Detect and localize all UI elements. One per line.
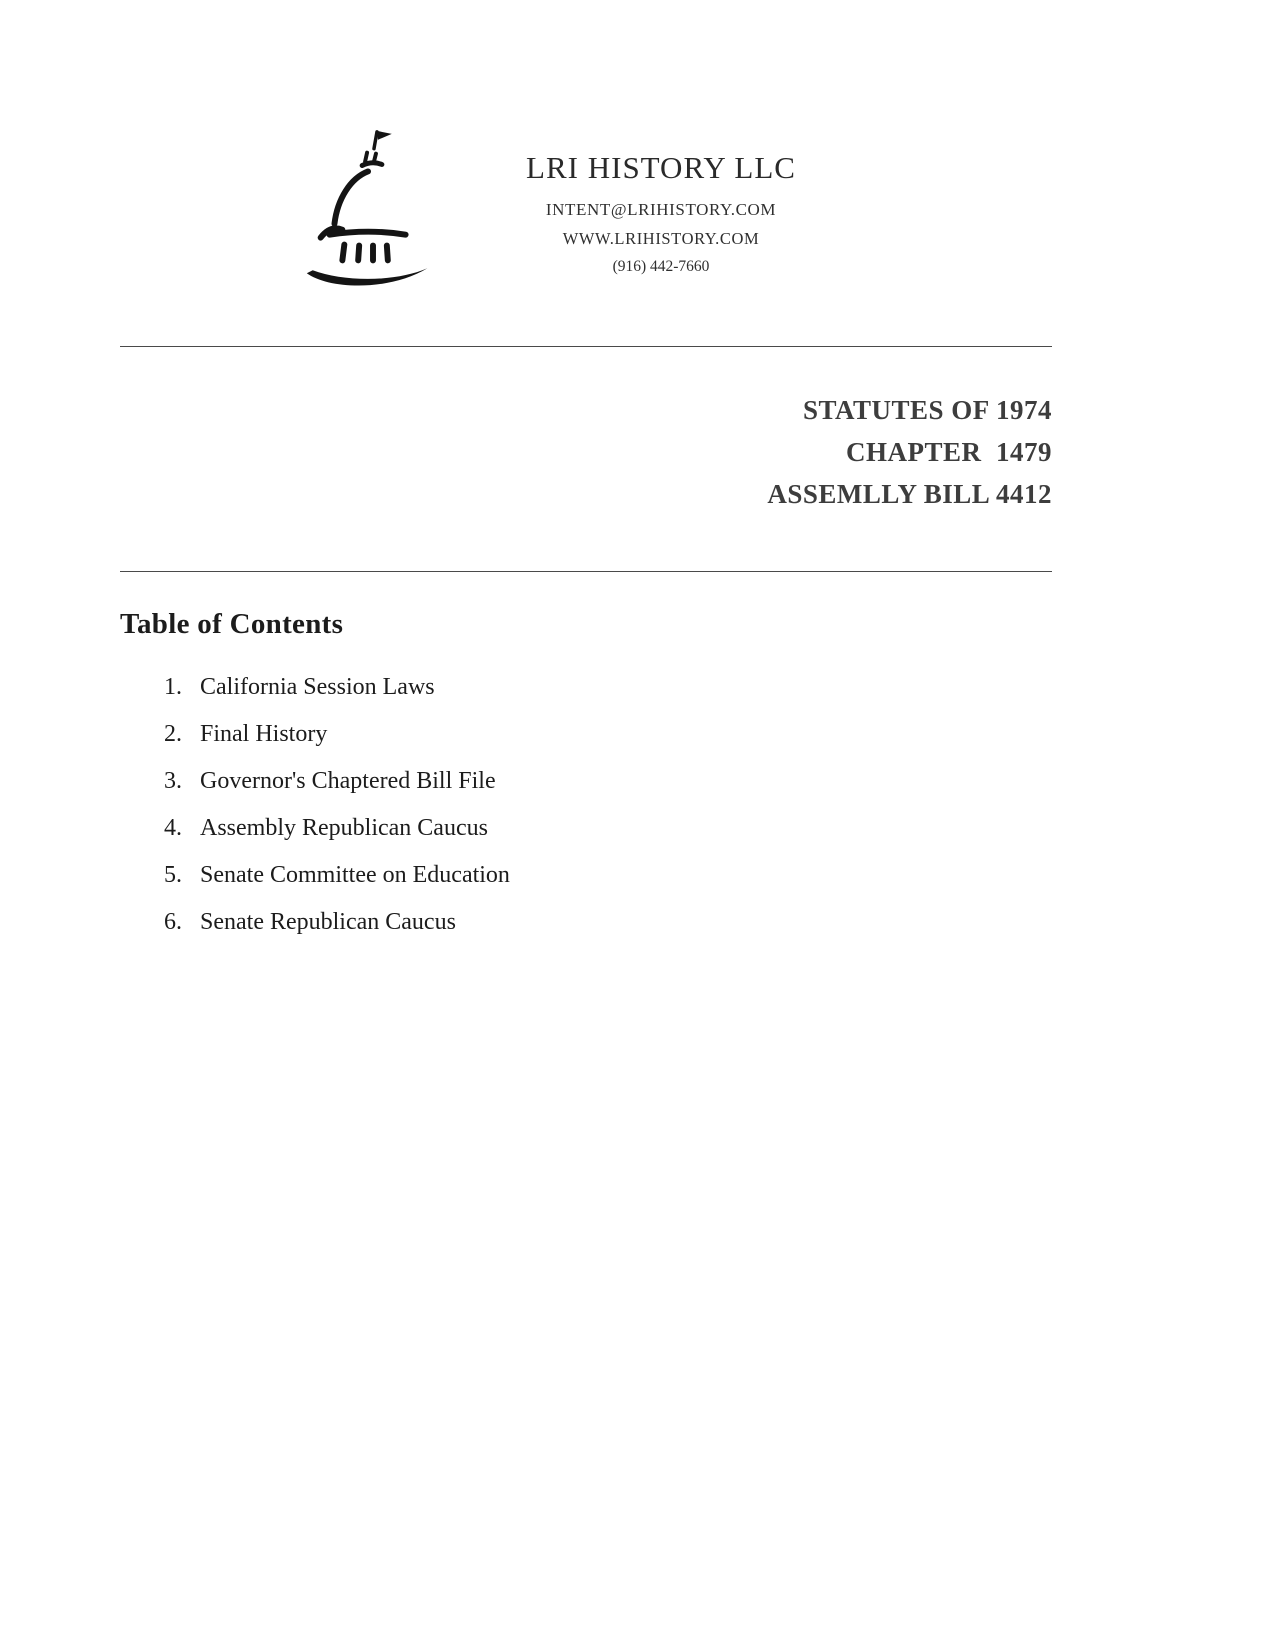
toc-item-label: Senate Committee on Education <box>200 862 510 888</box>
toc-item-label: Senate Republican Caucus <box>200 909 456 935</box>
company-website: WWW.LRIHISTORY.COM <box>562 228 760 248</box>
letterhead <box>0 0 1276 290</box>
company-email: INTENT@LRIHISTORY.COM <box>545 199 777 219</box>
toc-item-number: 4. <box>164 815 182 841</box>
toc-item-number: 2. <box>164 721 182 747</box>
company-name: LRI HISTORY LLC <box>526 150 796 185</box>
statute-title-block <box>0 389 1052 515</box>
toc-item-label: Final History <box>200 721 328 747</box>
toc-item-label: Assembly Republican Caucus <box>200 815 488 841</box>
divider-top <box>120 346 1052 347</box>
capitol-dome-logo-icon <box>298 122 448 290</box>
statutes-year-line: STATUTES OF 1974 <box>802 395 1052 425</box>
assembly-bill-line: ASSEMLLY BILL 4412 <box>767 479 1052 509</box>
toc-item <box>144 769 1276 793</box>
toc-item-number: 1. <box>164 674 182 700</box>
toc-item <box>144 675 1276 699</box>
toc-item <box>144 910 1276 934</box>
table-of-contents <box>120 608 1276 934</box>
toc-item-label: California Session Laws <box>200 674 435 700</box>
toc-item <box>144 722 1276 746</box>
toc-list <box>144 675 1276 934</box>
divider-bottom <box>120 571 1052 572</box>
toc-item-number: 6. <box>164 909 182 935</box>
toc-item <box>144 863 1276 887</box>
toc-item <box>144 816 1276 840</box>
company-phone: (916) 442-7660 <box>612 257 710 275</box>
toc-item-number: 3. <box>164 768 182 794</box>
toc-heading: Table of Contents <box>120 608 344 640</box>
toc-item-label: Governor's Chaptered Bill File <box>200 768 496 794</box>
chapter-line: CHAPTER 1479 <box>845 437 1052 467</box>
contact-block <box>496 122 826 276</box>
toc-item-number: 5. <box>164 862 182 888</box>
